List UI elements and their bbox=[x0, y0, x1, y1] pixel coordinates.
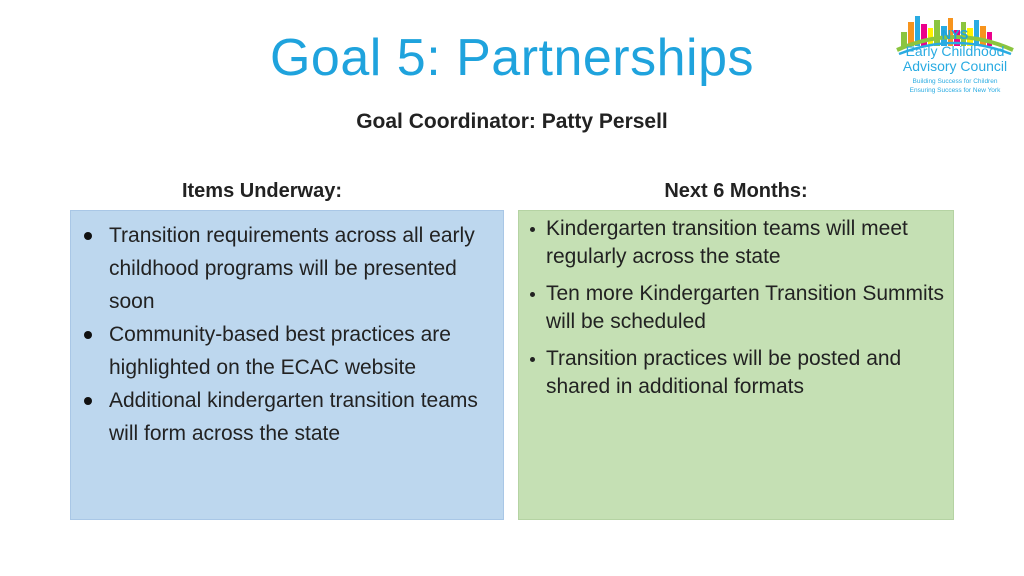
logo-line-advisory-council: Advisory Council bbox=[902, 58, 1008, 74]
list-item bbox=[79, 384, 493, 450]
logo-name bbox=[893, 44, 1017, 95]
bullet-icon bbox=[84, 232, 92, 240]
goal-coordinator: Goal Coordinator: Patty Persell bbox=[356, 110, 668, 133]
list-item bbox=[527, 345, 945, 401]
slide-title: Goal 5: Partnerships bbox=[269, 29, 755, 87]
bullet-icon bbox=[530, 227, 535, 232]
list-item-text: Transition practices will be posted and shared in additional formats bbox=[546, 347, 902, 398]
bullet-icon bbox=[530, 292, 535, 297]
list-item bbox=[79, 318, 493, 384]
list-item-text: Additional kindergarten transition teams will form across the state bbox=[109, 389, 478, 445]
list-item-text: Transition requirements across all early childhood programs will be presented soon bbox=[109, 224, 475, 313]
logo-tagline-1: Building Success for Children bbox=[912, 78, 998, 85]
items-underway-list bbox=[71, 211, 503, 450]
list-item-text: Ten more Kindergarten Transition Summits will be scheduled bbox=[546, 282, 945, 333]
bullet-icon bbox=[84, 397, 92, 405]
next-6-months-box bbox=[518, 210, 954, 520]
next-6-months-list bbox=[519, 211, 953, 401]
list-item bbox=[527, 280, 945, 336]
logo-line-early-childhood: Early Childhood bbox=[905, 43, 1005, 59]
list-item bbox=[527, 215, 945, 271]
logo-nys: NYS bbox=[941, 27, 969, 42]
logo-tagline-2: Ensuring Success for New York bbox=[909, 87, 1001, 94]
ecac-logo bbox=[893, 10, 1017, 102]
list-item-text: Kindergarten transition teams will meet regularly across the state bbox=[546, 217, 908, 268]
list-item bbox=[79, 219, 493, 318]
logo-text-block bbox=[893, 28, 1017, 41]
items-underway-box bbox=[70, 210, 504, 520]
bullet-icon bbox=[530, 357, 535, 362]
list-item-text: Community-based best practices are highlighted on the ECAC website bbox=[109, 323, 451, 379]
items-underway-heading: Items Underway: bbox=[181, 180, 343, 202]
next-6-months-heading: Next 6 Months: bbox=[664, 180, 808, 202]
bullet-icon bbox=[84, 331, 92, 339]
